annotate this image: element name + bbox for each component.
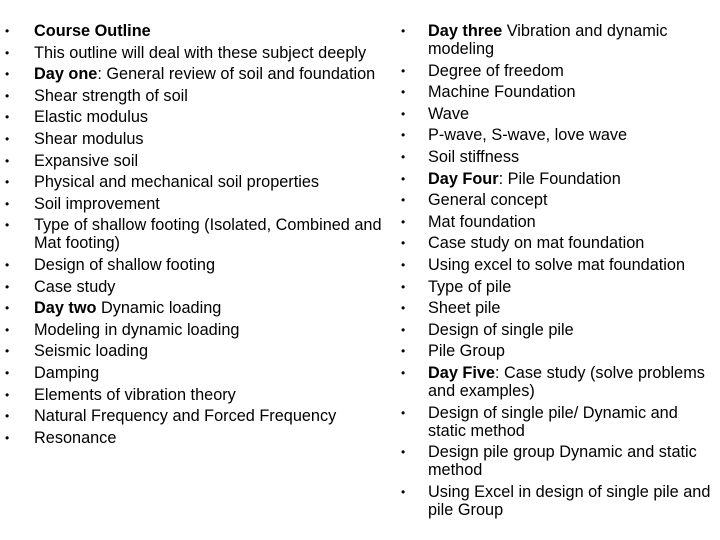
bullet-icon: • [5, 131, 10, 146]
left-column [0, 22, 395, 450]
bullet-icon: • [401, 149, 406, 164]
bullet-icon: • [401, 445, 406, 460]
outline-item [395, 483, 720, 519]
outline-item [395, 170, 720, 188]
bullet-icon: • [5, 365, 10, 380]
outline-item-heading: Day one [34, 65, 98, 84]
bullet-icon: • [5, 196, 10, 211]
outline-item [395, 443, 720, 479]
bullet-icon: • [401, 63, 406, 78]
bullet-icon: • [5, 88, 10, 103]
outline-item-heading: Day two [34, 299, 97, 318]
bullet-icon: • [401, 279, 406, 294]
outline-item-text: This outline will deal with these subject deeply [34, 43, 367, 62]
outline-item [0, 278, 395, 296]
outline-item-heading: Course Outline [34, 22, 151, 40]
bullet-icon: • [401, 171, 406, 186]
bullet-icon: • [5, 279, 10, 294]
bullet-icon: • [401, 214, 406, 229]
outline-item-text: Elastic modulus [34, 108, 149, 127]
bullet-icon: • [5, 430, 10, 445]
outline-item [395, 256, 720, 274]
outline-item-text: Type of pile [428, 277, 512, 296]
bullet-icon: • [5, 344, 10, 359]
outline-item [395, 299, 720, 317]
bullet-icon: • [401, 106, 406, 121]
bullet-icon: • [401, 85, 406, 100]
bullet-icon: • [5, 387, 10, 402]
outline-item [395, 321, 720, 339]
outline-item [395, 404, 720, 440]
outline-item [0, 386, 395, 404]
outline-item-text: Using excel to solve mat foundation [428, 255, 686, 274]
outline-item-text: Mat foundation [428, 212, 536, 231]
outline-item-text: Shear strength of soil [34, 86, 188, 105]
outline-item [0, 87, 395, 105]
outline-item-text: General concept [428, 191, 548, 210]
outline-item-text: Elements of vibration theory [34, 385, 236, 404]
bullet-icon: • [401, 128, 406, 143]
outline-item-text: Design of shallow footing [34, 255, 216, 274]
course-outline-list-right [395, 22, 720, 519]
outline-item [0, 22, 395, 40]
outline-item [0, 152, 395, 170]
outline-item-text: : General review of soil and foundation [97, 65, 376, 84]
outline-item [395, 105, 720, 123]
outline-item-text: Shear modulus [34, 129, 144, 148]
outline-item [395, 234, 720, 252]
bullet-icon: • [401, 193, 406, 208]
bullet-icon: • [5, 110, 10, 125]
outline-item [0, 364, 395, 382]
outline-item-text: Using Excel in design of single pile and pile Group [428, 482, 711, 519]
outline-item-text: Modeling in dynamic loading [34, 320, 240, 339]
outline-item-text: P-wave, S-wave, love wave [428, 126, 628, 145]
bullet-icon: • [5, 45, 10, 60]
outline-item [0, 173, 395, 191]
right-column [395, 22, 720, 522]
outline-item [0, 108, 395, 126]
outline-item-text: Pile Group [428, 342, 505, 361]
bullet-icon: • [401, 24, 406, 38]
bullet-icon: • [401, 257, 406, 272]
outline-item-text: Expansive soil [34, 151, 139, 170]
outline-item [0, 429, 395, 447]
outline-item [395, 191, 720, 209]
outline-item [395, 278, 720, 296]
outline-item [0, 407, 395, 425]
bullet-icon: • [5, 218, 10, 233]
outline-item-text: Damping [34, 363, 100, 382]
outline-item [395, 213, 720, 231]
outline-item-text: : Pile Foundation [498, 169, 621, 188]
outline-item-heading: Day three [428, 22, 503, 40]
outline-item-text: Natural Frequency and Forced Frequency [34, 407, 337, 426]
outline-item-heading: Day Four [428, 169, 499, 188]
outline-item [0, 195, 395, 213]
outline-item [395, 148, 720, 166]
outline-item-text: Seismic loading [34, 342, 149, 361]
outline-item [395, 342, 720, 360]
bullet-icon: • [5, 409, 10, 424]
outline-item [395, 126, 720, 144]
bullet-icon: • [5, 24, 10, 38]
outline-item-text: Wave [428, 104, 470, 123]
bullet-icon: • [401, 322, 406, 337]
outline-item [0, 65, 395, 83]
outline-item [395, 83, 720, 101]
outline-item [395, 62, 720, 80]
outline-item-text: Soil stiffness [428, 147, 520, 166]
bullet-icon: • [5, 301, 10, 316]
outline-item-text: : Case study (solve problems and examples) [428, 363, 705, 400]
outline-item-text: Design of single pile/ Dynamic and static method [428, 403, 678, 440]
outline-item-heading: Day Five [428, 363, 495, 382]
course-outline-list-left [0, 22, 395, 447]
bullet-icon: • [5, 322, 10, 337]
outline-item [0, 44, 395, 62]
outline-item-text: Degree of freedom [428, 61, 564, 80]
bullet-icon: • [401, 301, 406, 316]
outline-item-text: Case study [34, 277, 116, 296]
bullet-icon: • [5, 67, 10, 82]
bullet-icon: • [401, 405, 406, 420]
outline-item-text: Sheet pile [428, 299, 501, 318]
bullet-icon: • [401, 365, 406, 380]
outline-item [0, 299, 395, 317]
outline-item-text: Design pile group Dynamic and static method [428, 443, 697, 480]
outline-item-text: Soil improvement [34, 194, 160, 213]
outline-item-text: Case study on mat foundation [428, 234, 645, 253]
outline-item-text: Machine Foundation [428, 83, 576, 102]
outline-item [0, 321, 395, 339]
outline-item [395, 364, 720, 400]
bullet-icon: • [401, 344, 406, 359]
bullet-icon: • [401, 236, 406, 251]
bullet-icon: • [5, 175, 10, 190]
outline-item [0, 256, 395, 274]
outline-item [0, 130, 395, 148]
outline-item-text: Design of single pile [428, 320, 574, 339]
outline-item-text: Dynamic loading [96, 299, 222, 318]
outline-item-text: Physical and mechanical soil properties [34, 173, 320, 192]
outline-item-text: Vibration and dynamic modeling [428, 22, 668, 58]
bullet-icon: • [5, 257, 10, 272]
outline-item-text: Resonance [34, 428, 117, 447]
bullet-icon: • [401, 484, 406, 499]
outline-item [0, 216, 395, 252]
outline-item [395, 22, 720, 58]
outline-item-text: Type of shallow footing (Isolated, Combined and Mat footing) [34, 216, 382, 253]
bullet-icon: • [5, 153, 10, 168]
outline-item [0, 342, 395, 360]
